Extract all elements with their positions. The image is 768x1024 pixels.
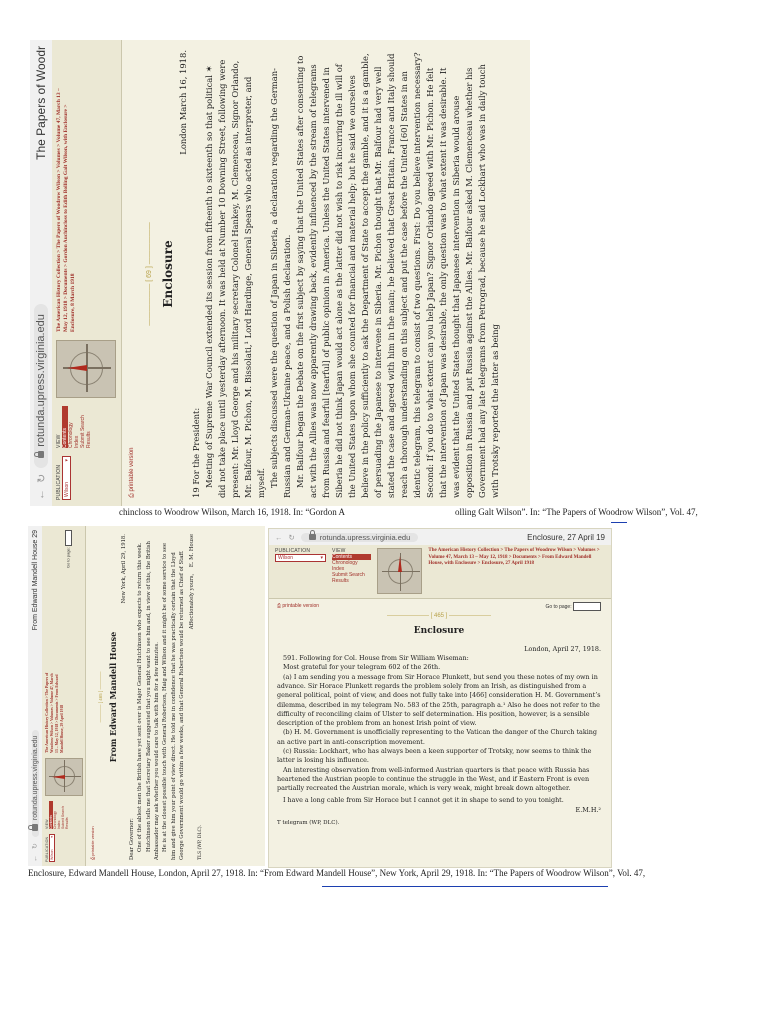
page-marker: —————— [ 69 ] ——————	[146, 222, 153, 326]
site-navbar	[42, 526, 86, 866]
breadcrumb[interactable]: The American History Collection > The Papers of Woodrow Wilson > Volumes > Volume 47, March 13 – May 12, 1918 > Documents > From Edward Mandell House, 29 April 1918	[45, 672, 64, 753]
printable-text: printable version	[90, 826, 95, 856]
go-to-page-input[interactable]	[65, 530, 72, 546]
paragraph-c: (c) Russia: Lockhart, who has always been a keen supporter of Trotsky, now seems to think the latter is losing his influence.	[277, 746, 592, 765]
publication-value: Wilson	[50, 849, 54, 860]
printable-text: printable version	[282, 603, 320, 610]
go-to-page	[65, 530, 72, 568]
document-body	[86, 526, 205, 866]
signature: E. M. House	[189, 534, 196, 568]
page-label: [ 465 ]	[430, 613, 448, 620]
line-2: Most grateful for your telegram 602 of the 26th.	[283, 663, 441, 672]
publication-label: PUBLICATION	[45, 836, 49, 862]
caption-top-right: olling Galt Wilson”. In: “The Papers of Woodrow Wilson”, Vol. 47,	[455, 507, 698, 517]
paragraph-3: Mr. Balfour began the Debate on the first subject by saying that the United States after consenting to act with the Allies was now apparently drawing back, evidently influenced by the stream of telegrams from Russia and fearful [tearful] of public opinion in America. Unless the United States intervened in Siberia he did not think Japan would act alone as the latter did not wish to risk incurring the ill will of the United States upon whom she counted for financial and material help; but he said we ourselves believe in the policy sufficiently to ask the Department of State to accept the gamble, and it is a gamble, of persuading the Japanese to intervene in Siberia. Mr. Pichon thought that Mr. Balfour had very well stated the case and agreed with him in the main; he believed that Great Britain, France and Italy should reach a thorough understanding on this subject and put the case before the United [60] States in an identic telegram, this telegram to consist of two questions. First: Do you believe intervention necessary? Second: If you do to what extent can you help Japan? Signor Orlando agreed with Mr. Pichon. He felt that the intervention of Japan was desirable, the only question was to what extent it was desirable. It was evident that the United States thought that Japanese intervention in Siberia would arouse opposition in Russia and put Russia against the Allies. Mr. Balfour asked M. Clemenceau whether his Government had any late telegrams from Petrograd, because he said Lockhart who was in daily touch with Trotsky reported the latter as being	[295, 52, 500, 498]
toolbar-row	[277, 602, 601, 612]
menu-results[interactable]: Results	[86, 431, 92, 448]
view-label: VIEW	[332, 548, 346, 554]
menu-submit-search[interactable]: Submit Search	[332, 572, 365, 578]
menu-submit-search[interactable]: Submit Search	[80, 415, 86, 448]
menu-contents[interactable]: Contents	[49, 801, 53, 829]
printable-version-link[interactable]: ⎙ printable version	[129, 447, 135, 498]
address-bar	[28, 526, 42, 866]
page-marker: ——————— [ 465 ] ———————	[386, 613, 492, 620]
caption-bottom-link-underline[interactable]	[322, 886, 608, 887]
compass-logo-icon[interactable]	[45, 758, 83, 796]
publication-select[interactable]	[275, 554, 326, 562]
menu-contents[interactable]: Contents	[62, 406, 68, 448]
breadcrumb[interactable]: The American History Collection > The Papers of Woodrow Wilson > Volumes > Volume 47, March 13 – May 12, 1918 > Documents > From Edward Mandell House, with Enclosure > Enclosure, 27 April 1918	[428, 548, 600, 566]
rotated-page-top	[30, 40, 530, 506]
go-to-page-label: Go to page:	[65, 547, 71, 569]
menu-chronology[interactable]: Chronology	[332, 560, 358, 566]
publication-select[interactable]	[62, 456, 71, 500]
reload-icon[interactable]: ↻	[32, 843, 39, 849]
screenshot-bottom-left	[28, 526, 265, 866]
chevron-down-icon: ▾	[50, 836, 54, 838]
url-text: rotunda.upress.virginia.edu	[319, 532, 411, 542]
tab-title[interactable]: The Papers of Woodr	[34, 46, 48, 160]
paragraph-1: Meeting of Supreme War Council extended its session from fifteenth to sixteenth so that political ✶ did not take place until yesterday afternoon. It was held at Number 10 Downing Street, following were present: Mr. Lloyd George and his military secretary Colonel Hankey, M. Clemenceau, Signor Orlando, Mr. Balfour, M. Pichon, M. Bissolati,¹ Lord Hardinge, General Spears who acted as interpreter, and myself.	[204, 59, 266, 498]
view-label: VIEW	[45, 819, 49, 829]
closing: Affectionately yours,	[189, 573, 196, 630]
publication-col	[45, 834, 55, 862]
publication-label: PUBLICATION	[275, 548, 311, 554]
page-label: [ 465 ]	[98, 690, 104, 704]
dateline: London, April 27, 1918.	[524, 644, 601, 653]
view-menu	[45, 801, 69, 829]
menu-contents[interactable]: Contents	[332, 554, 371, 560]
publication-label: PUBLICATION	[56, 464, 62, 500]
printable-version-link[interactable]: ⎙ printable version	[277, 603, 320, 610]
doc-title: Enclosure	[413, 626, 465, 637]
caption-top-left: chincloss to Woodrow Wilson, March 16, 1918. In: “Gordon A	[119, 507, 346, 517]
rotated-page-bottom-left	[28, 526, 265, 866]
menu-index[interactable]: Index	[332, 566, 345, 572]
reload-icon[interactable]: ↻	[35, 473, 48, 483]
publication-col	[275, 548, 326, 562]
paragraph-a: (a) I am sending you a message from Sir Horace Plunkett, but send you these notes of my own in advance. Sir Horace Plunkett regards the problem solely from an Irish, as distinguished from a general political, point of view, and does not fully take into [466] consideration H. M. Government’s dilemma, described in my telegram No. 583 of the 25th, paragraph a.¹ Also he does not refer to the difficulty of reconciling claim of Ulster to self determination. His position, however, is a sensible description of the problem from an honest Irish point of view.	[277, 672, 601, 728]
compass-logo-icon[interactable]	[377, 548, 422, 594]
tab-title[interactable]: Enclosure, 27 April 19	[527, 532, 605, 542]
lock-icon	[38, 451, 44, 458]
go-to-page-input[interactable]	[573, 602, 601, 611]
menu-chronology[interactable]: Chronology	[68, 422, 74, 448]
caption-bottom: Enclosure, Edward Mandell House, London, April 27, 1918. In: “From Edward Mandell House”, New York, April 29, 1918. In: “The Papers of Woodrow Wilson”, Vol. 47,	[28, 868, 646, 878]
address-bar	[269, 529, 611, 545]
url-text: rotunda.upress.virginia.edu	[35, 314, 47, 447]
printable-text: printable version	[129, 447, 135, 492]
screenshot-bottom-right	[268, 528, 612, 868]
back-icon[interactable]: ←	[31, 855, 39, 862]
site-navbar	[269, 545, 611, 599]
view-menu	[56, 406, 92, 448]
screenshot-top	[20, 40, 530, 508]
source-note: TLS (WP, DLC).	[197, 824, 203, 860]
go-to-page-label: Go to page:	[545, 603, 572, 610]
doc-title: From Edward Mandell House	[107, 631, 118, 763]
menu-index[interactable]: Index	[74, 435, 80, 448]
paragraph-3: He is at the closest possible touch with General Robertson, Haig and Wilson and it might be of some service to see him and give him your point of view direct. He told me in confidence that he was practically certain that the Lloyd George Government would go within a few weeks, and that General Robertson would be returned as Chief of Staff.	[162, 542, 185, 860]
paragraph-cable: I have a long cable from Sir Horace but I cannot get it in shape to send to you tonight.	[283, 796, 564, 805]
menu-submit-search[interactable]: Submit Search	[61, 806, 65, 829]
lock-icon	[32, 824, 38, 831]
chevron-down-icon: ▾	[63, 459, 70, 462]
address-bar	[30, 40, 52, 506]
paragraph-austria: An interesting observation from well-informed Austrian quarters is that peace with Russia has heartened the Austrian people to continue the struggle in the West, and if Eastern Front is even partially recreated the Austrian morale, which is very weak, might break down altogether.	[277, 765, 590, 793]
dateline: New York, April 29, 1918.	[120, 534, 127, 604]
publication-value: Wilson	[278, 555, 294, 561]
chevron-down-icon: ▾	[320, 555, 324, 561]
menu-results[interactable]: Results	[332, 578, 349, 584]
site-navbar	[52, 40, 122, 506]
closing-block	[188, 534, 196, 860]
view-label: VIEW	[56, 434, 62, 448]
back-icon[interactable]: ←	[275, 532, 283, 542]
dateline: London March 16, 1918.	[178, 50, 188, 155]
page-marker: ———— [ 465 ] ————	[98, 671, 104, 723]
source-note: T telegram (WP, DLC).	[277, 820, 340, 827]
paragraph-2: Hutchinson tells me that Secretary Baker suggested that you might want to see him and, in view of this, the British Ambassador may ask whether you would care to talk with him for a few minutes.	[145, 541, 161, 860]
url-field[interactable]	[301, 533, 418, 542]
publication-col	[56, 456, 71, 500]
publication-value: Wilson	[63, 481, 70, 497]
url-field[interactable]	[32, 730, 39, 837]
addressee: 19 For the President:	[191, 407, 201, 498]
paragraph-1: One of the ablest men the British have yet sent over is Major General Hutchinson who expects to return this week.	[137, 542, 144, 852]
breadcrumb[interactable]: The American History Collection > The Papers of Woodrow Wilson > Volumes > Volume 47, March 13 – May 12, 1918 > Documents > Gordon Auchincloss to Edith Bolling Galt Wilson, with Enclosure > Enclosure, 8 March 1918	[56, 88, 76, 332]
url-text: rotunda.upress.virginia.edu	[31, 735, 39, 821]
publication-select[interactable]	[49, 834, 55, 862]
line-1: 591. Following for Col. House from Sir William Wiseman:	[283, 654, 469, 663]
view-menu	[332, 548, 371, 584]
compass-logo-icon[interactable]	[56, 340, 116, 398]
salutation: Dear Governor:	[129, 818, 136, 860]
doc-title: Enclosure	[161, 240, 175, 308]
reload-icon[interactable]: ↻	[288, 532, 295, 542]
menu-chronology[interactable]: Chronology	[53, 811, 57, 829]
printable-version-link[interactable]: ⎙ printable version	[90, 826, 95, 860]
page-label: [ 69 ]	[146, 266, 153, 282]
caption-top-link-underline[interactable]	[611, 522, 627, 523]
paragraph-b: (b) H. M. Government is unofficially representing to the Vatican the danger of the Church taking an active part in anti-conscription movement.	[277, 728, 597, 746]
signature: E.M.H.²	[575, 805, 601, 814]
tab-title[interactable]: From Edward Mandell House 29	[31, 530, 39, 631]
menu-index[interactable]: Index	[57, 820, 61, 829]
document-body	[122, 40, 502, 506]
paragraph-2: The subjects discussed were the question of Japan in Siberia, a declaration regarding the German-Russian and German-Ukraine peace, and a Polish declaration.	[269, 68, 292, 498]
url-field[interactable]	[34, 304, 48, 468]
menu-results[interactable]: Results	[65, 817, 69, 829]
go-to-page	[545, 602, 601, 612]
document-body	[269, 599, 611, 828]
back-icon[interactable]: ←	[35, 489, 47, 500]
lock-icon	[309, 534, 316, 540]
